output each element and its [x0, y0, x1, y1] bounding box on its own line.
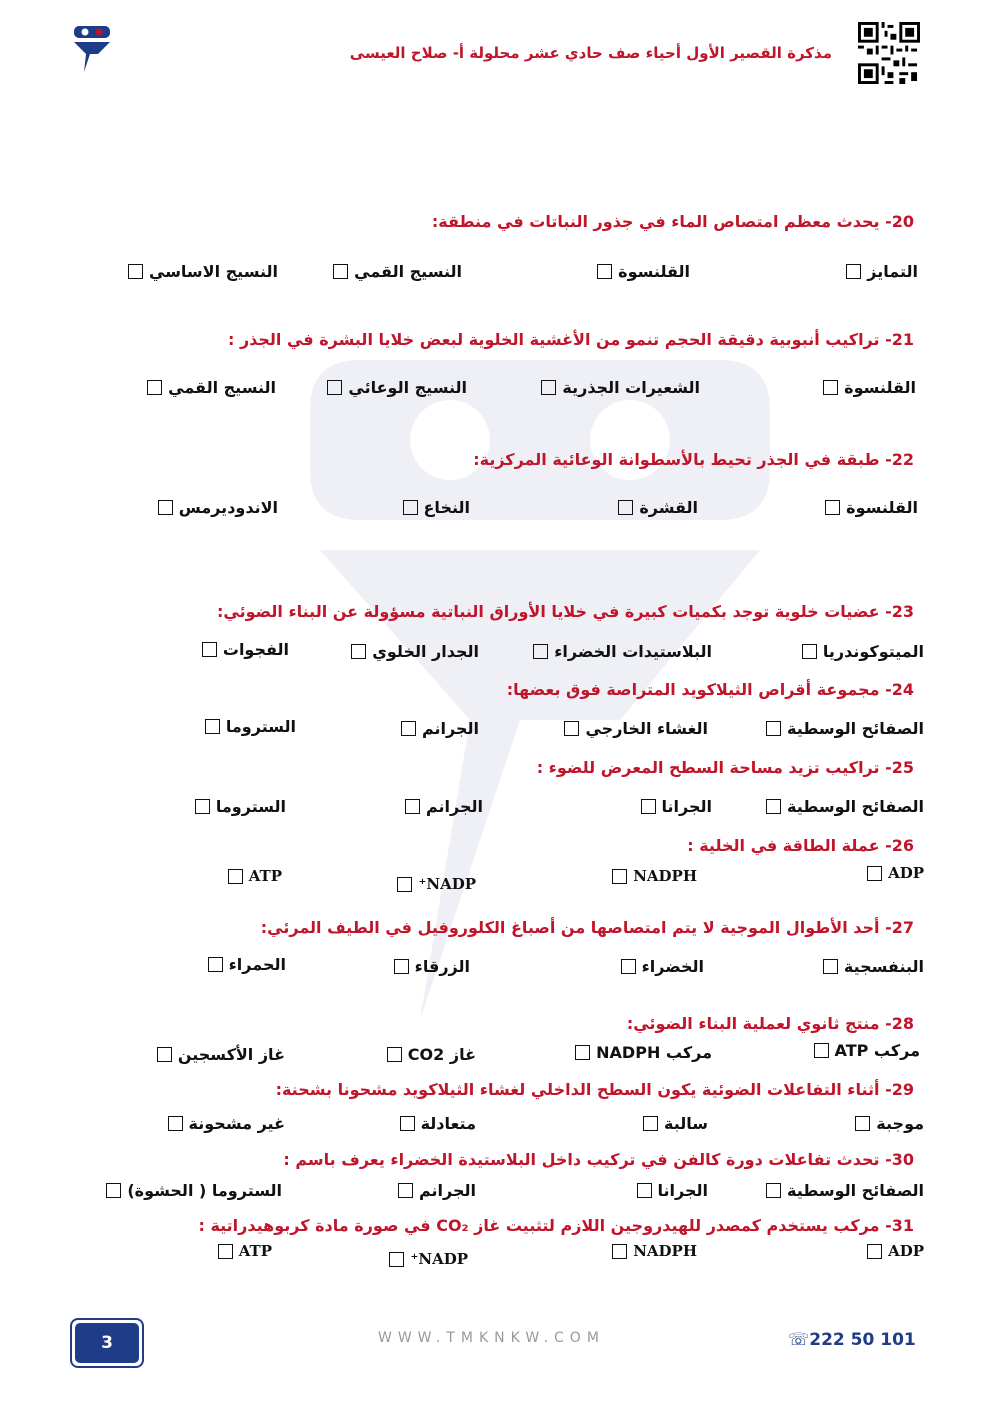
checkbox[interactable] — [397, 877, 412, 892]
option-24-d[interactable]: الستروما — [205, 717, 296, 736]
checkbox[interactable] — [766, 721, 781, 736]
checkbox[interactable] — [541, 380, 556, 395]
option-29-b[interactable]: سالبة — [643, 1114, 708, 1133]
option-24-c[interactable]: الجرانم — [401, 719, 479, 738]
checkbox[interactable] — [398, 1183, 413, 1198]
checkbox[interactable] — [202, 642, 217, 657]
option-29-c[interactable]: متعادلة — [400, 1114, 476, 1133]
option-20-a[interactable]: التمايز — [846, 262, 918, 281]
checkbox[interactable] — [403, 500, 418, 515]
checkbox[interactable] — [814, 1043, 829, 1058]
option-27-c[interactable]: الزرقاء — [394, 957, 470, 976]
page-number: 3 — [75, 1323, 139, 1363]
checkbox[interactable] — [618, 500, 633, 515]
checkbox[interactable] — [597, 264, 612, 279]
option-30-b[interactable]: الجرانا — [637, 1181, 708, 1200]
checkbox[interactable] — [823, 959, 838, 974]
checkbox[interactable] — [867, 866, 882, 881]
checkbox[interactable] — [157, 1047, 172, 1062]
option-22-a[interactable]: القلنسوة — [825, 498, 918, 517]
option-26-a[interactable]: ADP — [867, 864, 924, 882]
question-26: 26- عملة الطاقة في الخلية : — [687, 836, 914, 855]
option-21-c[interactable]: النسيج الوعائي — [327, 378, 467, 397]
checkbox[interactable] — [641, 799, 656, 814]
question-28: 28- منتج ثانوي لعملية البناء الضوئي: — [626, 1014, 914, 1033]
option-21-b[interactable]: الشعيرات الجذرية — [541, 378, 700, 397]
option-30-a[interactable]: الصفائح الوسطية — [766, 1181, 924, 1200]
checkbox[interactable] — [766, 1183, 781, 1198]
option-28-a[interactable]: مركب ATP — [814, 1041, 920, 1060]
checkbox[interactable] — [147, 380, 162, 395]
question-30: 30- تحدث تفاعلات دورة كالفن في تركيب داخل البلاستيدة الخضراء يعرف باسم : — [283, 1150, 914, 1169]
checkbox[interactable] — [218, 1244, 233, 1259]
checkbox[interactable] — [387, 1047, 402, 1062]
option-25-a[interactable]: الصفائح الوسطية — [766, 797, 924, 816]
option-26-b[interactable]: NADPH — [612, 867, 697, 885]
checkbox[interactable] — [802, 644, 817, 659]
question-20: 20- يحدث معظم امتصاص الماء في جذور النباتات في منطقة: — [431, 212, 914, 231]
option-22-b[interactable]: القشرة — [618, 498, 698, 517]
question-24: 24- مجموعة أقراص الثيلاكويد المتراصة فوق بعضها: — [506, 680, 914, 699]
option-23-c[interactable]: الجدار الخلوي — [351, 642, 479, 661]
option-30-c[interactable]: الجرانم — [398, 1181, 476, 1200]
option-20-b[interactable]: القلنسوة — [597, 262, 690, 281]
checkbox[interactable] — [855, 1116, 870, 1131]
option-26-d[interactable]: ATP — [228, 867, 282, 885]
option-27-a[interactable]: البنفسجية — [823, 957, 924, 976]
checkbox[interactable] — [400, 1116, 415, 1131]
checkbox[interactable] — [637, 1183, 652, 1198]
checkbox[interactable] — [351, 644, 366, 659]
option-29-d[interactable]: غير مشحونة — [168, 1114, 285, 1133]
question-22: 22- طبقة في الجذر تحيط بالأسطوانة الوعائية المركزية: — [473, 450, 914, 469]
option-25-b[interactable]: الجرانا — [641, 797, 712, 816]
checkbox[interactable] — [205, 719, 220, 734]
option-31-b[interactable]: NADPH — [612, 1242, 697, 1260]
option-25-c[interactable]: الجرانم — [405, 797, 483, 816]
page-number-badge — [70, 1318, 144, 1368]
option-28-b[interactable]: مركب NADPH — [575, 1043, 712, 1062]
option-31-a[interactable]: ADP — [867, 1242, 924, 1260]
checkbox[interactable] — [612, 1244, 627, 1259]
option-28-d[interactable]: غاز الأكسجين — [157, 1045, 285, 1064]
checkbox[interactable] — [564, 721, 579, 736]
option-27-d[interactable]: الحمراء — [208, 955, 286, 974]
option-24-b[interactable]: الغشاء الخارجي — [564, 719, 708, 738]
question-31: 31- مركب يستخدم كمصدر للهيدروجين اللازم لتثبيت غاز CO₂ في صورة مادة كربوهيدراتية : — [198, 1216, 914, 1235]
checkbox[interactable] — [389, 1252, 404, 1267]
checkbox[interactable] — [394, 959, 409, 974]
checkbox[interactable] — [823, 380, 838, 395]
option-25-d[interactable]: الستروما — [195, 797, 286, 816]
option-31-d[interactable]: ATP — [218, 1242, 272, 1260]
option-20-c[interactable]: النسيج القمي — [333, 262, 462, 281]
option-23-d[interactable]: الفجوات — [202, 640, 289, 659]
brand-logo — [72, 22, 112, 74]
option-29-a[interactable]: موجبة — [855, 1114, 924, 1133]
option-28-c[interactable]: غاز CO2 — [387, 1045, 476, 1064]
checkbox[interactable] — [327, 380, 342, 395]
option-27-b[interactable]: الخضراء — [621, 957, 704, 976]
checkbox[interactable] — [846, 264, 861, 279]
checkbox[interactable] — [168, 1116, 183, 1131]
option-22-d[interactable]: الاندوديرمس — [158, 498, 278, 517]
option-22-c[interactable]: النخاع — [403, 498, 471, 517]
checkbox[interactable] — [621, 959, 636, 974]
checkbox[interactable] — [158, 500, 173, 515]
option-21-d[interactable]: النسيج القمي — [147, 378, 276, 397]
checkbox[interactable] — [405, 799, 420, 814]
option-24-a[interactable]: الصفائح الوسطية — [766, 719, 924, 738]
checkbox[interactable] — [766, 799, 781, 814]
checkbox[interactable] — [128, 264, 143, 279]
checkbox[interactable] — [867, 1244, 882, 1259]
option-26-c[interactable]: NADP⁺ — [397, 875, 476, 893]
option-23-a[interactable]: الميتوكوندريا — [802, 642, 924, 661]
footer-phone: ☏222 50 101 — [788, 1330, 916, 1350]
option-23-b[interactable]: البلاستيدات الخضراء — [533, 642, 712, 661]
checkbox[interactable] — [575, 1045, 590, 1060]
checkbox[interactable] — [825, 500, 840, 515]
document-title: مذكرة القصير الأول أحياء صف حادي عشر محلولة أ- صلاح العيسى — [349, 44, 832, 62]
checkbox[interactable] — [533, 644, 548, 659]
checkbox[interactable] — [643, 1116, 658, 1131]
footer-website[interactable]: WWW.TMKNKW.COM — [378, 1330, 605, 1346]
checkbox[interactable] — [333, 264, 348, 279]
option-30-d[interactable]: الستروما ( الحشوة) — [106, 1181, 282, 1200]
checkbox[interactable] — [228, 869, 243, 884]
checkbox[interactable] — [401, 721, 416, 736]
question-29: 29- أثناء التفاعلات الضوئية يكون السطح الداخلي لغشاء الثيلاكويد مشحونا بشحنة: — [275, 1080, 914, 1099]
qr-code-icon — [858, 22, 920, 84]
question-27: 27- أحد الأطوال الموجية لا يتم امتصاصها من أصباغ الكلوروفيل في الطيف المرئي: — [260, 918, 914, 937]
checkbox[interactable] — [106, 1183, 121, 1198]
option-31-c[interactable]: NADP⁺ — [389, 1250, 468, 1268]
question-21: 21- تراكيب أنبوبية دقيقة الحجم تنمو من الأغشية الخلوية لبعض خلايا البشرة في الجذر : — [227, 330, 914, 349]
question-23: 23- عضيات خلوية توجد بكميات كبيرة في خلايا الأوراق النباتية مسؤولة عن البناء الضوئي: — [216, 602, 914, 621]
checkbox[interactable] — [612, 869, 627, 884]
option-21-a[interactable]: القلنسوة — [823, 378, 916, 397]
checkbox[interactable] — [195, 799, 210, 814]
option-20-d[interactable]: النسيج الاساسي — [128, 262, 278, 281]
question-25: 25- تراكيب تزيد مساحة السطح المعرض للضوء : — [536, 758, 914, 777]
checkbox[interactable] — [208, 957, 223, 972]
